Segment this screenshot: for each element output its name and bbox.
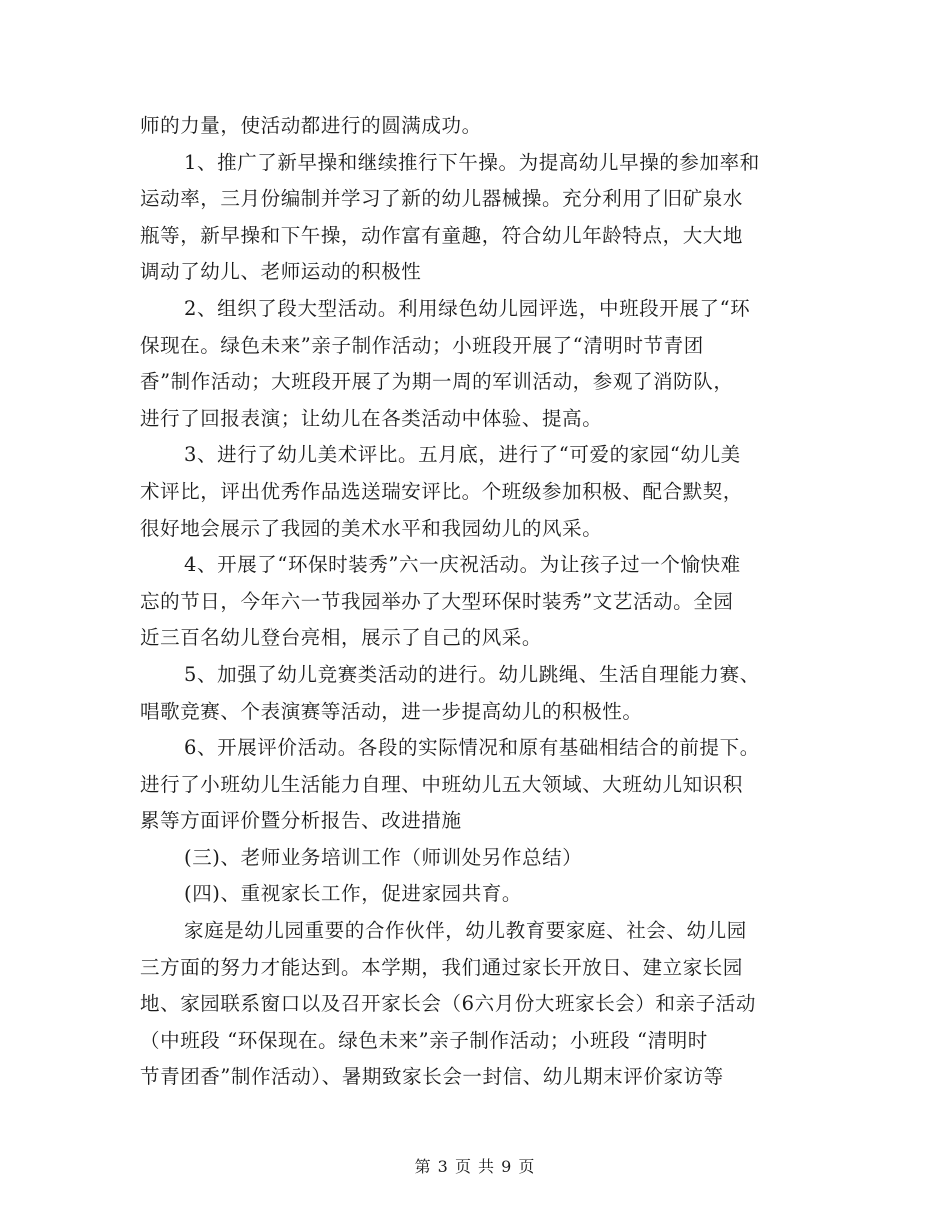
paragraph-first-line: 4、开展了“环保时装秀”六一庆祝活动。为让孩子过一个愉快难 (184, 553, 741, 577)
document-body (140, 108, 810, 1096)
paragraph-line: 近三百名幼儿登台亮相，展示了自己的风采。 (140, 626, 543, 650)
paragraph-line: 术评比，评出优秀作品选送瑞安评比。个班级参加积极、配合默契， (140, 479, 744, 503)
paragraph-line: 运动率，三月份编制并学习了新的幼儿器械操。充分利用了旧矿泉水 (140, 187, 744, 211)
paragraph-first-line: 2、组织了段大型活动。利用绿色幼儿园评选，中班段开展了“环 (184, 296, 751, 320)
paragraph-line: 调动了幼儿、老师运动的积极性 (140, 260, 422, 284)
paragraph-first-line: 6、开展评价活动。各段的实际情况和原有基础相结合的前提下。 (184, 736, 760, 760)
paragraph-first-line: 3、进行了幼儿美术评比。五月底，进行了“可爱的家园“幼儿美 (184, 443, 741, 467)
paragraph-line: 进行了小班幼儿生活能力自理、中班幼儿五大领域、大班幼儿知识积 (140, 772, 744, 796)
paragraph-line: （中班段 “环保现在。绿色未来”亲子制作活动；小班段 “清明时 (140, 1028, 708, 1052)
paragraph-line: 唱歌竞赛、个表演赛等活动，进一步提高幼儿的积极性。 (140, 699, 643, 723)
paragraph-first-line: 1、推广了新早操和继续推行下午操。为提高幼儿早操的参加率和 (184, 150, 760, 174)
paragraph-line: 很好地会展示了我园的美术水平和我园幼儿的风采。 (140, 516, 603, 540)
paragraph-line: 进行了回报表演；让幼儿在各类活动中体验、提高。 (140, 406, 603, 430)
paragraph-first-line: (三)、老师业务培训工作（师训处另作总结） (184, 845, 583, 869)
paragraph-line: 累等方面评价暨分析报告、改进措施 (140, 809, 462, 833)
paragraph-line: 师的力量，使活动都进行的圆满成功。 (140, 114, 482, 137)
paragraph-line: 节青团香”制作活动）、暑期致家长会一封信、幼儿期末评价家访等 (140, 1065, 724, 1089)
paragraph-first-line: 家庭是幼儿园重要的合作伙伴，幼儿教育要家庭、社会、幼儿园 (184, 919, 747, 943)
paragraph-line: 香”制作活动；大班段开展了为期一周的军训活动，参观了消防队， (140, 370, 734, 394)
page-footer: 第 3 页 共 9 页 (414, 1157, 536, 1176)
paragraph-line: 地、家园联系窗口以及召开家长会（6六月份大班家长会）和亲子活动 (140, 992, 757, 1016)
paragraph-line: 三方面的努力才能达到。本学期，我们通过家长开放日、建立家长园 (140, 955, 744, 979)
paragraph-first-line: 5、加强了幼儿竞赛类活动的进行。幼儿跳绳、生活自理能力赛、 (184, 662, 760, 686)
paragraph-line: 忘的节日，今年六一节我园举办了大型环保时装秀”文艺活动。全园 (140, 589, 734, 613)
paragraph-line: 保现在。绿色未来”亲子制作活动；小班段开展了“清明时节青团 (140, 333, 704, 357)
paragraph-first-line: (四)、重视家长工作，促进家园共育。 (184, 882, 523, 906)
paragraph-line: 瓶等，新早操和下午操，动作富有童趣，符合幼儿年龄特点，大大地 (140, 223, 744, 247)
